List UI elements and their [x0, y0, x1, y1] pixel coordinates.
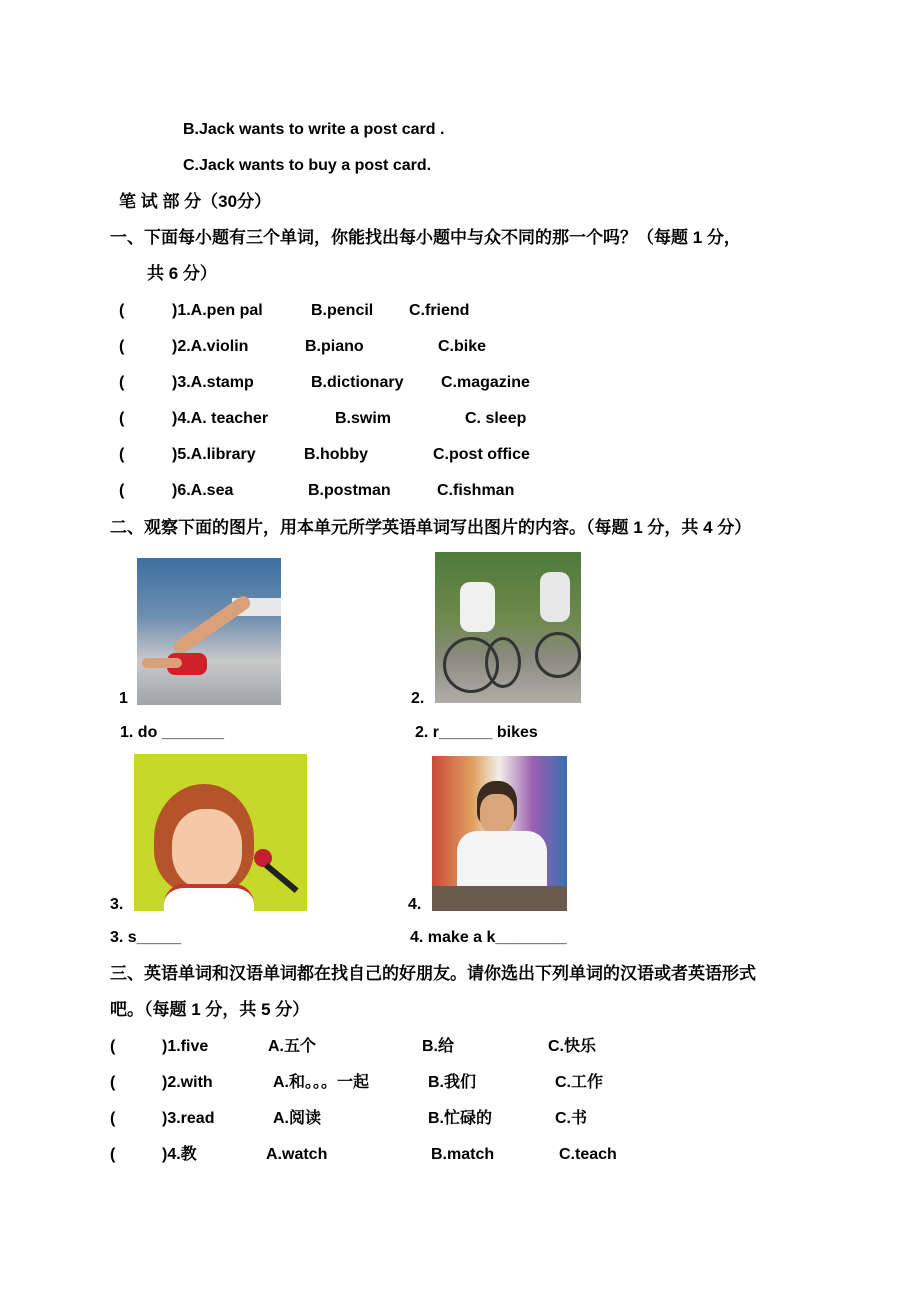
option-c: C.快乐 — [548, 1038, 597, 1055]
answer-blank[interactable]: ( — [119, 338, 125, 355]
picture-label-2: 2. — [411, 690, 425, 707]
answer-blank[interactable]: ( — [119, 374, 125, 391]
option-a: A.watch — [266, 1146, 328, 1163]
option-b: B.dictionary — [311, 374, 404, 391]
option-b: B.给 — [422, 1038, 455, 1055]
answer-blank[interactable]: ( — [110, 1038, 116, 1055]
picture-label-1: 1 — [119, 690, 128, 707]
part2-instruction: 二、观察下面的图片，用本单元所学英语单词写出图片的内容。（每题 1 分，共 4 分） — [110, 518, 752, 537]
answer-blank[interactable]: ( — [110, 1146, 116, 1163]
option-b: B.piano — [305, 338, 364, 355]
answer-blank[interactable]: ( — [119, 482, 125, 499]
answer-blank[interactable]: ( — [119, 410, 125, 427]
option-b: B.swim — [335, 410, 392, 427]
question-word: )4.教 — [162, 1146, 197, 1163]
option-a: A.阅读 — [273, 1110, 322, 1127]
answer-blank[interactable]: ( — [110, 1110, 116, 1127]
cycling-picture — [435, 552, 581, 703]
answer-blank[interactable]: ( — [119, 446, 125, 463]
answer-blank[interactable]: ( — [119, 302, 125, 319]
option-b: B.postman — [308, 482, 391, 499]
singing-picture — [134, 754, 307, 911]
question-word: )2.with — [162, 1074, 213, 1091]
option-b: B.pencil — [311, 302, 374, 319]
option-a: A.和。。。一起 — [273, 1074, 370, 1091]
part3-instruction: 三、英语单词和汉语单词都在找自己的好朋友。请你选出下列单词的汉语或者英语形式 — [110, 964, 756, 983]
option-c: C.magazine — [441, 374, 530, 391]
option-a: )5.A.library — [172, 446, 256, 463]
option-c: C.friend — [409, 302, 470, 319]
option-a: )3.A.stamp — [172, 374, 254, 391]
option-c: C.bike — [438, 338, 487, 355]
option-a: A.五个 — [268, 1038, 317, 1055]
picture-label-3: 3. — [110, 896, 124, 913]
option-b: B.match — [431, 1146, 495, 1163]
option-c: C.teach — [559, 1146, 617, 1163]
option-b: B.Jack wants to write a post card . — [183, 121, 445, 138]
option-c: C.工作 — [555, 1074, 604, 1091]
diving-picture — [137, 558, 281, 705]
option-a: )1.A.pen pal — [172, 302, 263, 319]
option-c: C.Jack wants to buy a post card. — [183, 157, 432, 174]
section-title: 笔 试 部 分（30分） — [119, 192, 272, 211]
part3-instruction-cont: 吧。（每题 1 分，共 5 分） — [110, 1000, 310, 1019]
answer-line-3[interactable]: 3. s_____ — [110, 929, 182, 946]
question-word: )1.five — [162, 1038, 209, 1055]
option-a: )6.A.sea — [172, 482, 234, 499]
part1-instruction-cont: 共 6 分） — [147, 264, 217, 283]
option-c: C. sleep — [465, 410, 527, 427]
answer-line-4[interactable]: 4. make a k________ — [410, 929, 567, 946]
option-a: )2.A.violin — [172, 338, 249, 355]
kite-making-picture — [432, 756, 567, 911]
option-c: C.fishman — [437, 482, 515, 499]
option-b: B.hobby — [304, 446, 368, 463]
answer-blank[interactable]: ( — [110, 1074, 116, 1091]
option-a: )4.A. teacher — [172, 410, 269, 427]
answer-line-1[interactable]: 1. do _______ — [120, 724, 225, 741]
part1-instruction: 一、下面每小题有三个单词，你能找出每小题中与众不同的那一个吗？（每题 1 分， — [110, 228, 741, 247]
question-word: )3.read — [162, 1110, 215, 1127]
option-b: B.忙碌的 — [428, 1110, 493, 1127]
answer-line-2[interactable]: 2. r______ bikes — [415, 724, 538, 741]
option-c: C.post office — [433, 446, 530, 463]
option-b: B.我们 — [428, 1074, 477, 1091]
picture-label-4: 4. — [408, 896, 422, 913]
option-c: C.书 — [555, 1110, 588, 1127]
